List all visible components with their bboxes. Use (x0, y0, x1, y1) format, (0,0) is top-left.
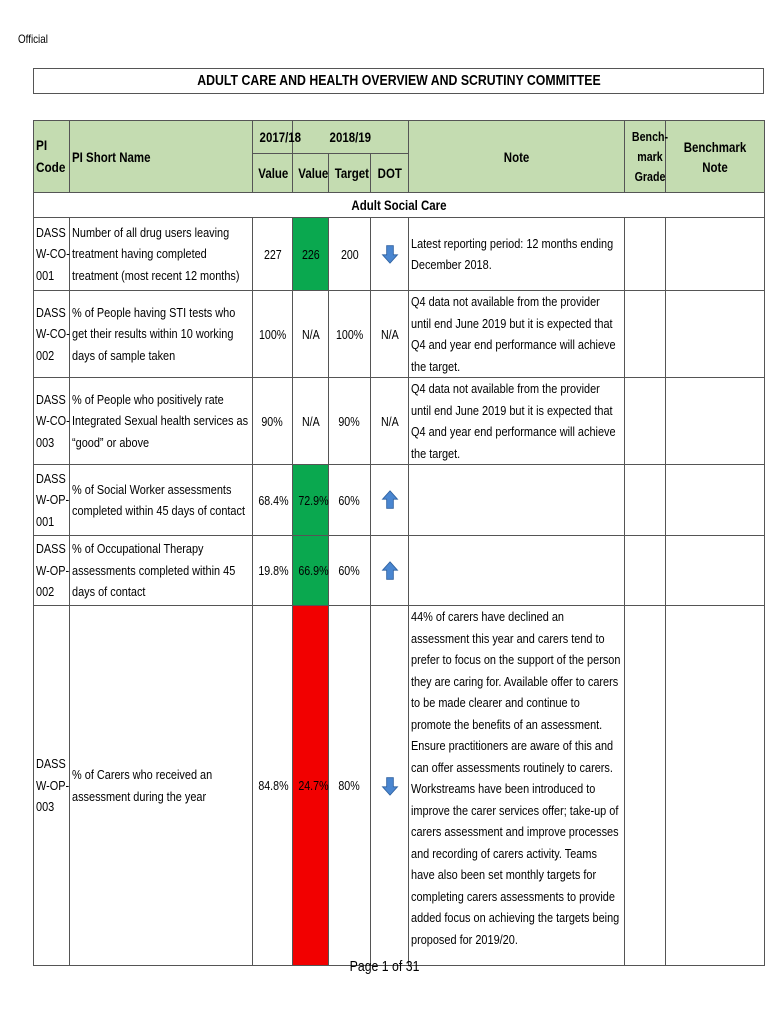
header-benchmark-note: Benchmark Note (666, 121, 765, 193)
header-value-curr: Value (293, 154, 329, 193)
benchmark-note (666, 291, 765, 378)
header-dot: DOT (371, 154, 409, 193)
value-2018-19: 226 (293, 218, 329, 291)
direction-of-travel (371, 218, 409, 291)
table-row (34, 536, 765, 606)
section-title: Adult Social Care (34, 193, 765, 218)
pi-code: DASS W-OP-003 (34, 606, 70, 966)
benchmark-note (666, 378, 765, 465)
benchmark-grade (625, 606, 666, 966)
note (409, 536, 625, 606)
value-2017-18: 90% (253, 378, 293, 465)
direction-of-travel (371, 606, 409, 966)
direction-of-travel (371, 536, 409, 606)
value-2017-18: 100% (253, 291, 293, 378)
header-value-prev: Value (253, 154, 293, 193)
value-2017-18: 84.8% (253, 606, 293, 966)
benchmark-grade (625, 218, 666, 291)
header-target: Target (329, 154, 371, 193)
header-pi-code: PI Code (34, 121, 70, 193)
header-year-2018-19: 2018/19 (293, 121, 409, 154)
value-2017-18: 227 (253, 218, 293, 291)
note (409, 465, 625, 536)
header-pi-short-name: PI Short Name (70, 121, 253, 193)
pi-code: DASS W-OP-002 (34, 536, 70, 606)
pi-short-name: % of Carers who received an assessment during the year (70, 606, 253, 966)
benchmark-grade (625, 378, 666, 465)
target-2018-19: 60% (329, 465, 371, 536)
pi-rows (34, 218, 765, 966)
value-2018-19: 66.9% (293, 536, 329, 606)
direction-of-travel (371, 378, 409, 465)
header-row-top (34, 121, 765, 154)
benchmark-note (666, 536, 765, 606)
up-arrow-icon (373, 488, 406, 512)
note: Q4 data not available from the provider until end June 2019 but it is expected that Q4 and year end performance will achieve the target. (409, 378, 625, 465)
down-arrow-icon (373, 774, 406, 798)
pi-code: DASS W-CO-001 (34, 218, 70, 291)
benchmark-note (666, 606, 765, 966)
table-row (34, 606, 765, 966)
target-2018-19: 60% (329, 536, 371, 606)
target-2018-19: 80% (329, 606, 371, 966)
table-row (34, 291, 765, 378)
table-row (34, 218, 765, 291)
header-benchmark-grade: Bench-mark Grade (625, 121, 666, 193)
committee-title: ADULT CARE AND HEALTH OVERVIEW AND SCRUTINY COMMITTEE (33, 68, 764, 94)
pi-short-name: % of Social Worker assessments completed within 45 days of contact (70, 465, 253, 536)
value-2017-18: 19.8% (253, 536, 293, 606)
table-row (34, 378, 765, 465)
pi-short-name: % of People who positively rate Integrated Sexual health services as “good” or above (70, 378, 253, 465)
note: Q4 data not available from the provider until end June 2019 but it is expected that Q4 and year end performance will achieve the target. (409, 291, 625, 378)
value-2017-18: 68.4% (253, 465, 293, 536)
note: 44% of carers have declined an assessment this year and carers tend to prefer to focus on the support of the person they are caring for. Available offer to carers to be made clearer and continue to promote the benefits of an assessment. Ensure practitioners are aware of this and can offer assessments routinely to carers. Workstreams have been introduced to improve the carer services offer; take-up of carers assessment and improve processes and recording of carers activity. Teams have also been set monthly targets for completing carers assessments to provide added focus on achieving the targets being proposed for 2019/20. (409, 606, 625, 966)
header-note: Note (409, 121, 625, 193)
target-2018-19: 90% (329, 378, 371, 465)
note: Latest reporting period: 12 months ending December 2018. (409, 218, 625, 291)
table-row (34, 465, 765, 536)
pi-short-name: % of People having STI tests who get their results within 10 working days of sample taken (70, 291, 253, 378)
dot-text: N/A (380, 413, 399, 429)
benchmark-grade (625, 465, 666, 536)
pi-short-name: % of Occupational Therapy assessments completed within 45 days of contact (70, 536, 253, 606)
benchmark-grade (625, 536, 666, 606)
page-number: Page 1 of 31 (350, 958, 420, 975)
down-arrow-icon (373, 242, 406, 266)
section-row (34, 193, 765, 218)
direction-of-travel (371, 465, 409, 536)
dot-text: N/A (380, 326, 399, 342)
header-year-2017-18: 2017/18 (253, 121, 293, 154)
target-2018-19: 200 (329, 218, 371, 291)
benchmark-note (666, 465, 765, 536)
value-2018-19: N/A (293, 291, 329, 378)
pi-code: DASS W-OP-001 (34, 465, 70, 536)
up-arrow-icon (373, 559, 406, 583)
pi-short-name: Number of all drug users leaving treatment having completed treatment (most recent 12 months) (70, 218, 253, 291)
value-2018-19: 72.9% (293, 465, 329, 536)
classification-label: Official (18, 32, 48, 46)
pi-code: DASS W-CO-002 (34, 291, 70, 378)
value-2018-19: 24.7% (293, 606, 329, 966)
benchmark-grade (625, 291, 666, 378)
pi-code: DASS W-CO-003 (34, 378, 70, 465)
direction-of-travel (371, 291, 409, 378)
benchmark-note (666, 218, 765, 291)
value-2018-19: N/A (293, 378, 329, 465)
target-2018-19: 100% (329, 291, 371, 378)
pi-table (33, 120, 765, 966)
